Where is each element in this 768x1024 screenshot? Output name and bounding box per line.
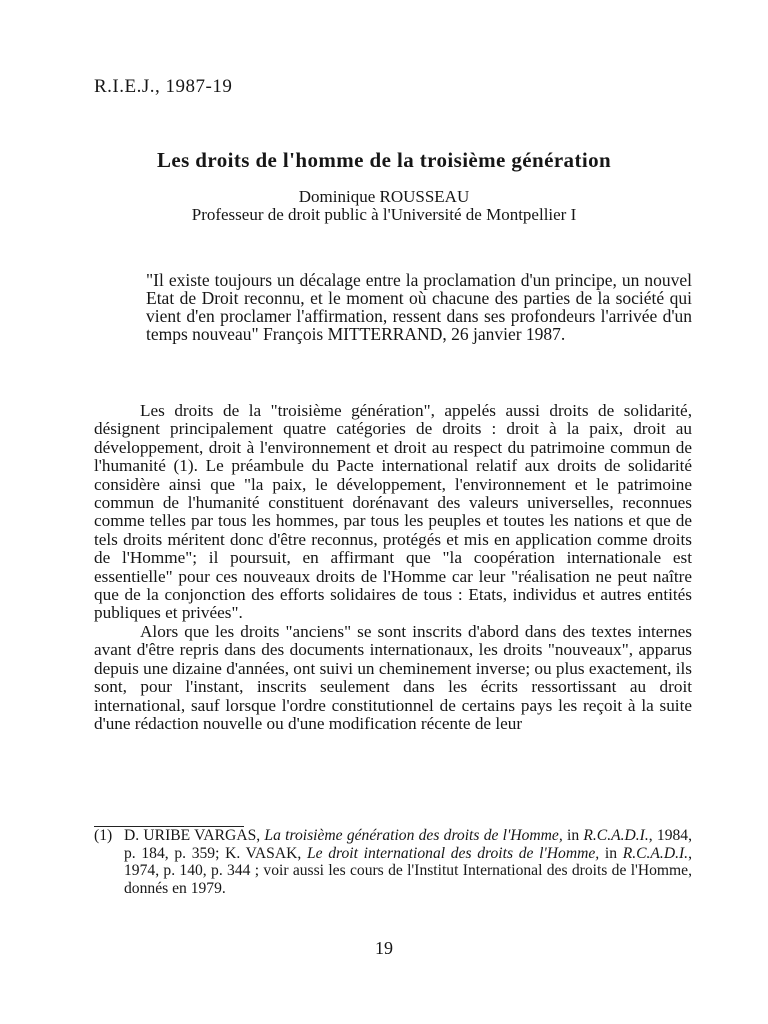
footnote-details: , 1974, p. 140, p. 344 ; voir aussi les cours de l'Institut International des droits de l'Homme, donnés en 1979. — [124, 844, 692, 897]
footnote-author: D. URIBE VARGAS, — [124, 827, 261, 844]
footnote-item — [94, 827, 692, 897]
footnote-journal: R.C.A.D.I. — [622, 844, 689, 862]
footnote-journal: R.C.A.D.I. — [583, 827, 649, 844]
footnote-in: in — [604, 844, 617, 862]
author-affiliation: Professeur de droit public à l'Université de Montpellier I — [191, 205, 577, 224]
footnote-marker: (1) — [94, 827, 113, 844]
article-body — [94, 402, 692, 733]
epigraph-quote: "Il existe toujours un décalage entre la proclamation d'un principe, un nouvel Etat de Droit reconnu, et le moment où chacune des parties de la société qui vient d'en proclamer l'affirmation, ressent dans ses profondeurs l'arrivée d'un temps nouveau" François MITTERRAND, 26 janvier 1987. — [146, 270, 692, 344]
journal-reference: R.I.E.J., 1987-19 — [94, 76, 233, 97]
body-paragraph: Alors que les droits "anciens" se sont inscrits d'abord dans des textes internes avant d'être repris dans des documents internationaux, les droits "nouveaux", apparus depuis une dizaine d'années, ont suivi un cheminement inverse; ou plus exactement, ils sont, pour l'instant, inscrits seulement dans les écrits ressortissant au droit international, sauf lorsque l'ordre constitutionnel de certains pays les reçoit à la suite d'une rédaction nouvelle ou d'une modification récente de leur — [94, 621, 692, 733]
footnote-work-title: La troisième génération des droits de l'Homme, — [264, 827, 563, 844]
page-number: 19 — [375, 938, 393, 958]
body-paragraph: Les droits de la "troisième génération", appelés aussi droits de solidarité, désignent principalement quatre catégories de droits : droit à la paix, droit au développement, droit à l'environnement et droit au respect du patrimoine commun de l'humanité (1). Le préambule du Pacte international relatif aux droits de solidarité considère ainsi que "la paix, le développement, l'environnement et le patrimoine commun de l'humanité constituent dorénavant des valeurs universelles, reconnues comme telles par tous les hommes, par tous les peuples et toutes les nations et que de tels droits méritent donc d'être reconnus, protégés et mis en application comme droits de l'Homme"; il poursuit, en affirmant que "la coopération internationale est essentielle" pour ces nouveaux droits de l'Homme car leur "réalisation ne peut naître que de la conjonction des efforts solidaires de tous : Etats, individus et autres entités publiques et privées". — [94, 401, 692, 623]
footnote-text — [124, 827, 692, 897]
footnote-details: , 1984, p. 184, p. 359; K. VASAK, — [124, 827, 693, 862]
footnotes — [94, 827, 692, 897]
article-title: Les droits de l'homme de la troisième génération — [156, 148, 612, 172]
article-author: Dominique ROUSSEAU — [298, 187, 470, 206]
footnote-in: in — [566, 827, 580, 844]
footnote-work-title: Le droit international des droits de l'Homme, — [306, 844, 600, 862]
